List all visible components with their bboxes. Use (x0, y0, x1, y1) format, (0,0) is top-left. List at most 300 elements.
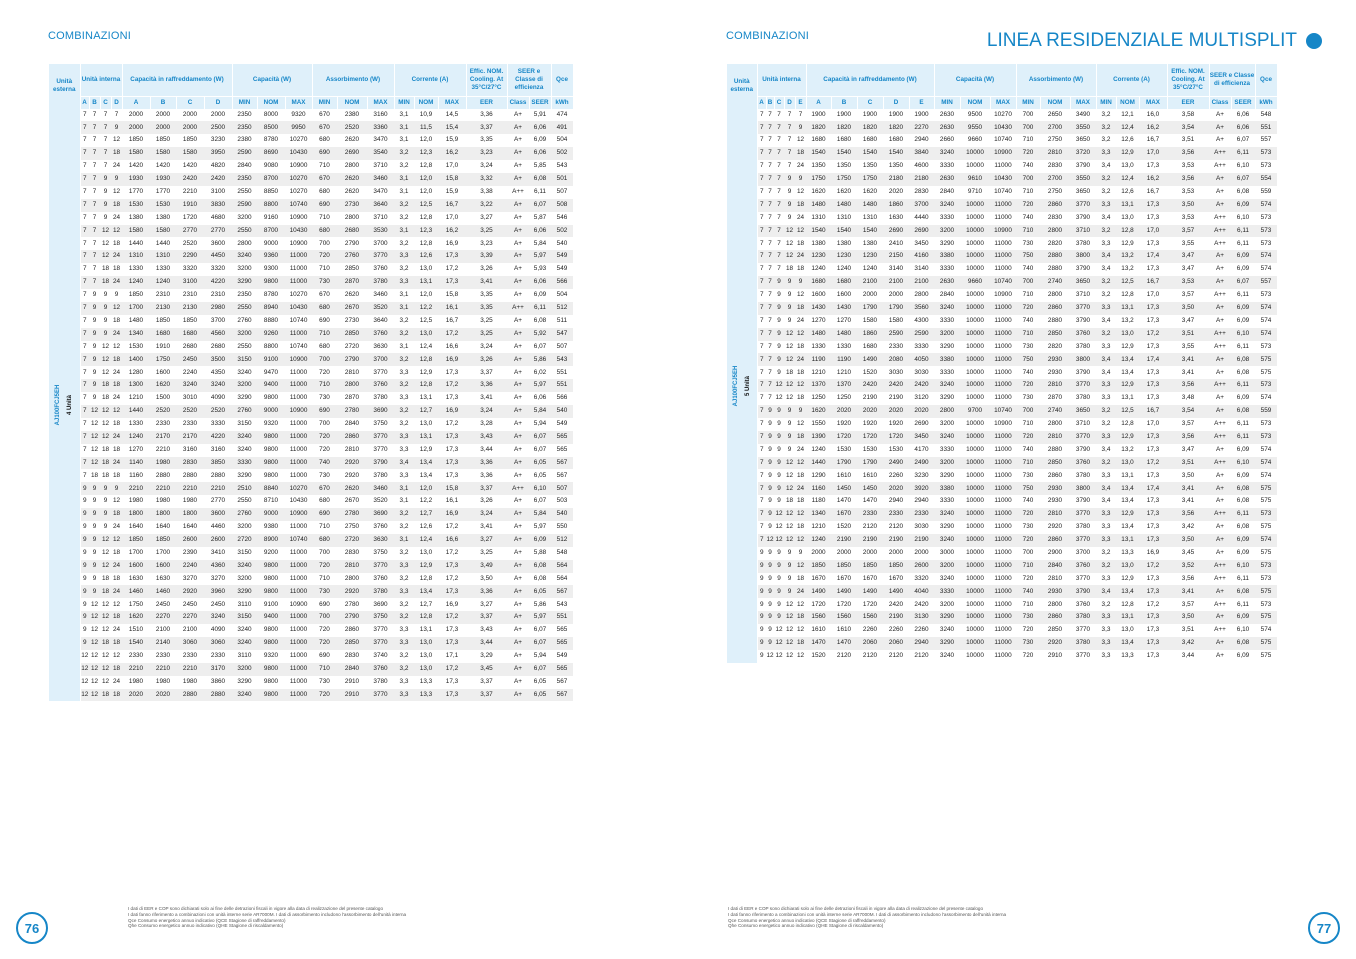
table-cell: 3,2 (399, 420, 409, 428)
table-cell: 9 (111, 482, 122, 495)
table-cell: 1530 (888, 445, 904, 453)
table-cell: 565 (556, 445, 568, 453)
table-cell: 2790 (337, 611, 367, 624)
table-cell: 7 (89, 276, 100, 289)
table-cell: 3690 (367, 508, 394, 521)
table-cell: 2210 (176, 482, 204, 495)
table-row (49, 353, 573, 366)
table-cell: 12 (101, 652, 110, 660)
table-cell: 1350 (811, 162, 826, 170)
table-cell: 3,4 (1101, 316, 1111, 324)
table-cell: 3,3 (399, 368, 409, 376)
table-cell: 730 (1016, 637, 1040, 650)
table-row (49, 560, 573, 573)
table-cell: 1350 (888, 162, 904, 170)
table-cell: A+ (507, 585, 529, 598)
table-cell: 3,36 (480, 110, 493, 118)
table-cell: 17,3 (1139, 534, 1167, 547)
table-cell: 1380 (155, 213, 171, 221)
table-cell: 7 (759, 420, 764, 428)
table-cell: 2930 (1047, 497, 1063, 505)
table-cell: 3,41 (480, 394, 493, 402)
header-capacita-raffreddamento: Capacità in raffreddamento (W) (122, 64, 232, 96)
table-cell: 9 (784, 585, 795, 598)
table-cell: 17,2 (445, 574, 459, 582)
table-cell: 12 (89, 689, 100, 702)
table-cell: 1160 (129, 471, 143, 479)
table-cell: 3,3 (394, 689, 414, 702)
table-cell: 3240 (232, 250, 257, 263)
table-cell: 12,4 (414, 534, 438, 547)
table-cell: 11000 (289, 471, 308, 479)
table-row (49, 276, 573, 289)
table-cell: 1580 (862, 316, 878, 324)
subheader-cell: NOM (1116, 96, 1139, 109)
table-cell: 12 (90, 420, 99, 428)
table-cell: 3,3 (1101, 471, 1111, 479)
table-cell: 3,56 (1167, 173, 1209, 186)
table-cell: 17,2 (1139, 328, 1167, 341)
table-row (727, 650, 1277, 663)
table-cell: 9 (777, 600, 781, 608)
table-cell: 17,3 (445, 677, 459, 685)
table-cell: 12,5 (419, 316, 433, 324)
table-cell: 2270 (909, 121, 934, 134)
table-cell: 9 (777, 368, 781, 376)
table-cell: 2100 (182, 626, 198, 634)
table-cell: 9 (795, 121, 806, 134)
table-cell: 8780 (263, 136, 279, 144)
table-cell: 710 (1016, 225, 1040, 238)
table-cell: 10270 (285, 482, 312, 495)
table-cell: 720 (312, 431, 337, 444)
table-cell: 9 (774, 457, 784, 470)
table-cell: 2000 (128, 110, 144, 118)
table-cell: 565 (551, 637, 573, 650)
table-cell: 3200 (939, 420, 955, 428)
table-cell: 3770 (1070, 534, 1096, 547)
table-cell: 1520 (836, 523, 852, 531)
table-cell: 7 (757, 173, 766, 186)
table-cell: 18 (112, 574, 121, 582)
table-cell: 2770 (210, 497, 226, 505)
table-cell: 7 (784, 147, 795, 160)
table-cell: 2550 (232, 225, 257, 238)
table-cell: A++ (1209, 508, 1231, 521)
table-cell: 7 (80, 353, 89, 366)
table-cell: 1480 (831, 199, 857, 212)
table-cell: 3800 (1070, 250, 1096, 263)
table-cell: 3550 (1070, 121, 1096, 134)
table-cell: 1820 (883, 121, 909, 134)
table-cell: 1190 (831, 353, 857, 366)
table-cell: 12 (89, 405, 100, 418)
table-cell: 13,4 (1121, 368, 1134, 376)
table-cell: 6,11 (1237, 420, 1249, 428)
table-cell: 3770 (1075, 626, 1091, 634)
table-cell: 7 (787, 110, 792, 118)
table-cell: 3330 (939, 316, 955, 324)
table-cell: 3,45 (1181, 548, 1195, 556)
table-cell: 1980 (128, 677, 144, 685)
table-cell: 17,2 (445, 265, 459, 273)
table-cell: 12 (796, 136, 805, 144)
table-cell: 11000 (990, 457, 1016, 470)
table-cell: 7 (80, 405, 89, 418)
subheader-cell: MAX (285, 96, 312, 109)
table-cell: 1850 (182, 136, 198, 144)
table-cell: 13,2 (1121, 316, 1134, 324)
subheader-cell: Class (507, 96, 529, 109)
table-cell: 2330 (155, 652, 171, 660)
table-cell: 2120 (836, 652, 852, 660)
table-cell: 7 (768, 188, 772, 196)
table-cell: A+ (507, 225, 529, 238)
table-cell: 3030 (914, 523, 929, 531)
table-cell: 3630 (367, 534, 394, 547)
table-cell: A+ (507, 534, 529, 547)
header-corrente: Corrente (A) (394, 64, 466, 96)
table-cell: 9 (784, 431, 795, 444)
table-cell: 9 (757, 611, 766, 624)
table-cell: 2910 (344, 677, 360, 685)
table-cell: 2800 (1047, 420, 1063, 428)
table-cell: 540 (551, 405, 573, 418)
table-cell: 3760 (1070, 560, 1096, 573)
table-cell: 573 (1255, 560, 1277, 573)
table-cell: 1180 (811, 497, 826, 505)
table-cell: 9400 (257, 611, 285, 624)
table-cell: 567 (551, 585, 573, 598)
table-cell: 3520 (367, 302, 394, 315)
table-cell: 3,3 (399, 445, 409, 453)
table-cell: 1680 (831, 276, 857, 289)
table-cell: A+ (1216, 445, 1224, 453)
table-cell: 13,0 (1116, 560, 1139, 573)
table-cell: 16,2 (438, 147, 466, 160)
table-cell: 1270 (128, 445, 144, 453)
table-cell: 14,5 (445, 110, 459, 118)
table-cell: 574 (1255, 199, 1277, 212)
table-cell: 18 (101, 265, 110, 273)
table-cell: 2940 (888, 497, 904, 505)
table-cell: 1380 (836, 239, 852, 247)
table-cell: 6,09 (1236, 394, 1250, 402)
table-cell: 7 (759, 316, 764, 324)
table-cell: 2820 (1047, 239, 1063, 247)
table-cell: 2550 (232, 302, 257, 315)
table-cell: 24 (796, 162, 805, 170)
table-cell: 1460 (150, 585, 176, 598)
table-cell: 2310 (182, 291, 198, 299)
table-cell: 10430 (990, 173, 1016, 186)
table-cell: 2770 (176, 225, 204, 238)
table-cell: 680 (319, 188, 330, 196)
table-cell: A+ (1216, 188, 1224, 196)
table-cell: 575 (1260, 368, 1272, 376)
dot-icon (1306, 33, 1322, 49)
table-cell: 9 (787, 445, 792, 453)
table-cell: 3770 (1070, 508, 1096, 521)
table-cell: 2190 (909, 534, 934, 547)
table-cell: 9 (82, 574, 87, 582)
table-cell: 1560 (806, 611, 831, 624)
table-cell: 3,2 (394, 353, 414, 366)
table-cell: 12 (796, 626, 805, 634)
table-cell: 3010 (182, 394, 198, 402)
table-cell: 6,06 (1236, 110, 1250, 118)
table-cell: 2120 (888, 523, 904, 531)
table-cell: 10900 (994, 420, 1012, 428)
table-cell: 2620 (337, 482, 367, 495)
table-cell: 6,08 (1236, 523, 1250, 531)
table-cell: 6,08 (529, 173, 551, 186)
table-cell: 7 (768, 368, 772, 376)
table-cell: 10900 (990, 147, 1016, 160)
table-cell: 8840 (257, 482, 285, 495)
table-cell: 3,2 (1101, 548, 1111, 556)
table-cell: 18 (111, 353, 122, 366)
table-subheader-row (727, 96, 1277, 109)
table-cell: 9 (103, 497, 108, 505)
table-cell: 1480 (831, 328, 857, 341)
subheader-cell: MAX (367, 96, 394, 109)
table-cell: 12 (101, 420, 110, 428)
table-cell: 18 (100, 276, 111, 289)
table-cell: 2260 (888, 626, 904, 634)
subheader-cell: A (122, 96, 150, 109)
table-cell: 7 (80, 379, 89, 392)
table-cell: 17,2 (1146, 600, 1160, 608)
table-cell: 1430 (831, 302, 857, 315)
table-cell: 10000 (966, 523, 984, 531)
table-cell: A+ (507, 328, 529, 341)
table-cell: 700 (319, 420, 330, 428)
header-seer-classe: SEER e Classe di efficienza (1209, 64, 1255, 96)
table-cell: 13,0 (414, 637, 438, 650)
subheader-cell: C (176, 96, 204, 109)
table-cell: 2330 (182, 652, 198, 660)
table-cell: 1700 (128, 548, 144, 556)
table-cell: 2190 (883, 534, 909, 547)
table-cell: 1750 (857, 173, 883, 186)
table-cell: 7 (774, 250, 784, 263)
table-cell: 2420 (888, 600, 904, 608)
table-cell: 2000 (182, 110, 198, 118)
table-cell: 1250 (811, 394, 826, 402)
table-cell: A+ (1209, 611, 1231, 624)
table-cell: 24 (112, 677, 121, 685)
table-cell: 720 (1016, 147, 1040, 160)
table-cell: 3,3 (1096, 611, 1116, 624)
table-cell: 3170 (204, 663, 232, 676)
table-cell: 12,0 (414, 173, 438, 186)
table-cell: A+ (507, 173, 529, 186)
table-cell: 12,9 (1121, 574, 1134, 582)
table-cell: A+ (507, 560, 529, 573)
table-cell: 7 (759, 265, 764, 273)
table-cell: 3290 (939, 239, 955, 247)
table-cell: 9710 (967, 188, 983, 196)
table-cell: 1530 (836, 445, 852, 453)
table-cell: 3,2 (394, 147, 414, 160)
table-row (727, 353, 1277, 366)
table-cell: 12 (100, 431, 111, 444)
table-row (49, 689, 573, 702)
table-cell: 3200 (237, 213, 252, 221)
table-cell: 13,1 (1121, 471, 1134, 479)
table-row (727, 212, 1277, 225)
table-cell: 3,41 (1167, 482, 1209, 495)
right-page (678, 0, 1356, 959)
table-cell: 3460 (367, 173, 394, 186)
table-cell: 5,97 (529, 379, 551, 392)
table-cell: 3690 (367, 405, 394, 418)
table-cell: 3240 (237, 626, 252, 634)
table-cell: 3240 (232, 560, 257, 573)
table-cell: 12 (775, 523, 783, 531)
table-cell: 710 (319, 213, 330, 221)
table-cell: 2790 (344, 239, 360, 247)
table-cell: 1420 (128, 162, 144, 170)
table-cell: 13,1 (419, 626, 433, 634)
table-cell: 9 (766, 457, 774, 470)
table-cell: A+ (514, 600, 522, 608)
table-cell: 2860 (344, 626, 360, 634)
table-cell: 3330 (934, 585, 960, 598)
table-cell: 3770 (373, 445, 388, 453)
table-cell: 10000 (966, 445, 984, 453)
table-cell: 6,02 (533, 368, 547, 376)
table-cell: 12,7 (414, 405, 438, 418)
table-cell: 2190 (831, 534, 857, 547)
table-cell: 3,2 (1096, 121, 1116, 134)
table-cell: 11000 (994, 523, 1012, 531)
table-cell: 3790 (1070, 585, 1096, 598)
table-cell: A+ (514, 471, 522, 479)
table-cell: 7 (80, 199, 89, 212)
table-cell: 12 (795, 379, 806, 392)
table-cell: 7 (82, 368, 87, 376)
table-cell: 7 (768, 239, 772, 247)
table-cell: 2830 (344, 652, 360, 660)
table-row (727, 534, 1277, 547)
table-cell: 7 (757, 328, 766, 341)
table-cell: 3840 (909, 147, 934, 160)
table-cell: 2020 (909, 405, 934, 418)
table-cell: 574 (1255, 328, 1277, 341)
table-cell: 2880 (1047, 316, 1063, 324)
table-cell: 2800 (934, 405, 960, 418)
table-cell: 3240 (176, 379, 204, 392)
table-cell: 11000 (289, 677, 308, 685)
table-cell: 6,07 (533, 342, 547, 350)
table-cell: 3790 (1075, 213, 1091, 221)
table-row (727, 121, 1277, 134)
table-cell: 710 (1022, 420, 1034, 428)
table-cell: 12,7 (414, 508, 438, 521)
table-cell: 566 (556, 394, 568, 402)
table-cell: 15,8 (445, 291, 459, 299)
table-cell: 11000 (990, 560, 1016, 573)
table-cell: 7 (768, 213, 772, 221)
table-cell: 549 (556, 420, 568, 428)
table-cell: 3,53 (1167, 276, 1209, 289)
table-cell: 3450 (914, 239, 929, 247)
table-cell: 1380 (862, 239, 878, 247)
table-cell: 3,3 (1096, 302, 1116, 315)
table-cell: 2510 (232, 482, 257, 495)
table-cell: 6,10 (1231, 328, 1255, 341)
table-cell: A+ (1209, 353, 1231, 366)
table-cell: 10900 (990, 225, 1016, 238)
table-cell: 1490 (857, 585, 883, 598)
table-cell: 9 (103, 188, 108, 196)
table-cell: 548 (1260, 110, 1272, 118)
subheader-cell: A (757, 96, 766, 109)
subheader-cell: C (857, 96, 883, 109)
table-cell: 710 (312, 379, 337, 392)
table-cell: 511 (556, 316, 568, 324)
table-cell: 4440 (914, 213, 929, 221)
table-cell: 1500 (155, 394, 171, 402)
table-cell: 18 (111, 379, 122, 392)
table-cell: 4160 (909, 250, 934, 263)
table-cell: A+ (507, 457, 529, 470)
footnotes (128, 906, 406, 929)
table-cell: 12 (81, 652, 89, 660)
table-cell: 18 (112, 316, 121, 324)
table-cell: 1850 (122, 534, 150, 547)
table-cell: 3240 (934, 508, 960, 521)
table-cell: 10900 (285, 508, 312, 521)
table-cell: 700 (1016, 173, 1040, 186)
table-cell: 11000 (990, 379, 1016, 392)
table-cell: 3,4 (1101, 497, 1111, 505)
table-cell: 9 (784, 560, 795, 573)
header-unita-interna: Unità interna (757, 64, 806, 96)
table-cell: 551 (551, 379, 573, 392)
table-cell: 18 (796, 471, 805, 479)
table-cell: 3,23 (480, 239, 493, 247)
table-cell: 690 (312, 508, 337, 521)
table-cell: 7 (757, 405, 766, 418)
table-cell: 7 (759, 394, 764, 402)
table-cell: 9 (89, 328, 100, 341)
table-cell: 2390 (182, 548, 198, 556)
table-cell: 1230 (806, 250, 831, 263)
table-cell: 3,51 (1167, 328, 1209, 341)
table-cell: 3,47 (1181, 316, 1195, 324)
table-cell: 3160 (373, 110, 388, 118)
table-cell: 6,07 (1236, 136, 1250, 144)
table-cell: 6,07 (529, 663, 551, 676)
table-cell: 7 (80, 276, 89, 289)
table-cell: 5,97 (533, 523, 547, 531)
table-cell: 18 (795, 302, 806, 315)
table-cell: 7 (82, 471, 87, 479)
table-cell: 9 (768, 626, 772, 634)
table-cell: 11000 (285, 611, 312, 624)
table-cell: 1140 (122, 457, 150, 470)
table-cell: 1270 (836, 316, 852, 324)
table-cell: 3,2 (1096, 225, 1116, 238)
table-cell: 3,53 (1181, 188, 1195, 196)
table-cell: 7 (89, 173, 100, 186)
table-cell: 1210 (128, 394, 144, 402)
page-number: 76 (16, 912, 48, 944)
table-cell: 3330 (939, 497, 955, 505)
